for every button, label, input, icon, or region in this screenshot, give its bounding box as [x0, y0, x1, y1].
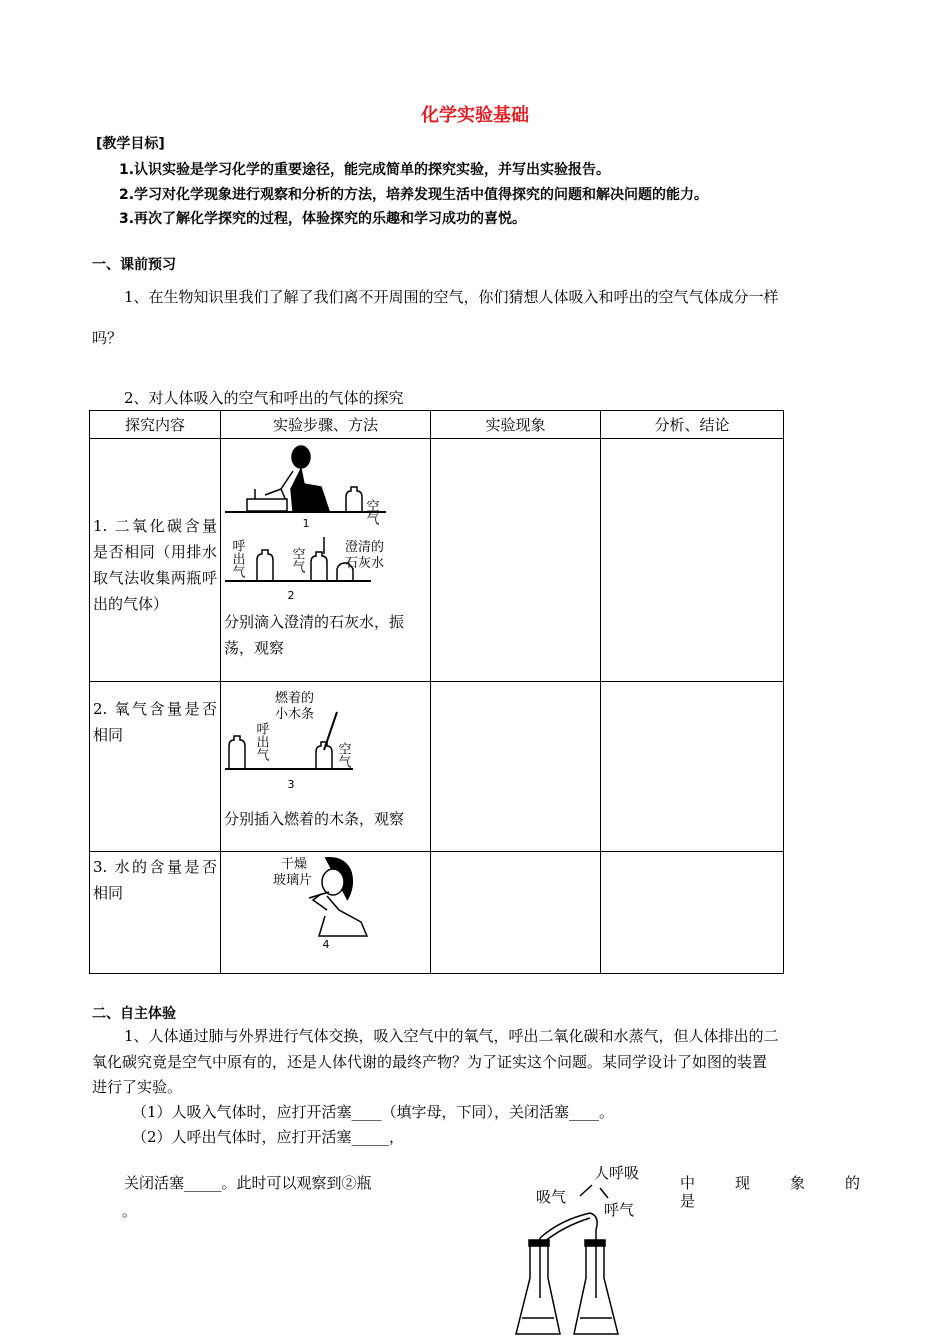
fig2-label-lime-2: 石灰水	[345, 556, 385, 571]
fig1-label: 空气	[363, 499, 379, 525]
apparatus-label-inhale: 吸气	[536, 1188, 567, 1206]
objective-item: 2.学习对化学现象进行观察和分析的方法，培养发现生活中值得探究的问题和解决问题的能力。	[119, 187, 709, 203]
breathing-apparatus-figure	[500, 1158, 670, 1344]
paragraph-line: 氧化碳究竟是空气中原有的，还是人体代谢的最终产物？为了证实这个问题。某同学设计了如图的装置	[92, 1053, 768, 1071]
fig3-label-stick-1: 燃着的	[275, 691, 315, 706]
co2-experiment-figure	[221, 439, 427, 609]
table-row	[90, 852, 784, 974]
objectives-heading: [教学目标]	[96, 136, 165, 152]
fig2-label-air: 空气	[289, 547, 305, 573]
apparatus-label-exhale: 呼气	[604, 1201, 635, 1219]
observation-cell[interactable]	[431, 852, 601, 974]
person-blowing-icon	[247, 446, 329, 511]
fig3-label-air: 空气	[335, 742, 351, 768]
row-content: 1. 二氧化碳含量是否相同（用排水取气法收集两瓶呼出的气体）	[93, 517, 217, 613]
row-method: 分别滴入澄清的石灰水，振荡，观察	[224, 613, 405, 657]
paragraph-line: 进行了实验。	[92, 1078, 183, 1096]
fill-question-3-right: 中 现 象 的 是	[680, 1174, 891, 1210]
fill-question-3: 关闭活塞_____。此时可以观察到②瓶	[124, 1174, 372, 1192]
fig3-label-breath: 呼出气	[253, 722, 269, 761]
table-header-cell: 实验现象	[431, 411, 601, 439]
fill-question-2: （2）人呼出气体时，应打开活塞_____，	[132, 1128, 405, 1146]
section1-heading: 一、课前预习	[92, 257, 176, 273]
section2-heading: 二、自主体验	[92, 1006, 176, 1022]
table-header-cell: 分析、结论	[601, 411, 784, 439]
objective-item: 3.再次了解化学探究的过程，体验探究的乐趣和学习成功的喜悦。	[119, 211, 527, 227]
apparatus-tubes-icon	[516, 1185, 618, 1334]
row-content: 2. 氧气含量是否相同	[93, 700, 217, 744]
observation-cell[interactable]	[431, 439, 601, 682]
question-1-line1: 1、在生物知识里我们了解了我们离不开周围的空气，你们猜想人体吸入和呼出的空气气体成分一样	[124, 288, 779, 306]
question-2: 2、对人体吸入的空气和呼出的气体的探究	[124, 389, 404, 407]
fig3-number: 3	[287, 778, 295, 791]
conclusion-cell[interactable]	[601, 682, 784, 852]
fig2-label-breath: 呼出气	[229, 539, 245, 578]
objective-item: 1.认识实验是学习化学的重要途径，能完成简单的探究实验，并写出实验报告。	[119, 162, 611, 178]
observation-cell[interactable]	[431, 682, 601, 852]
table-row	[90, 439, 784, 682]
row-content: 3. 水的含量是否相同	[93, 858, 217, 902]
table-header-cell: 探究内容	[90, 411, 221, 439]
fig1-number: 1	[302, 517, 310, 530]
fig2-label-lime: 澄清的	[345, 540, 385, 555]
row-method: 分别插入燃着的木条，观察	[224, 810, 405, 828]
apparatus-label-person: 人呼吸	[594, 1164, 640, 1182]
fig4-label-glass-1: 干燥	[281, 857, 308, 872]
conclusion-cell[interactable]	[601, 852, 784, 974]
table-header-row	[90, 411, 784, 439]
page-title: 化学实验基础	[421, 105, 529, 126]
fig4-number: 4	[322, 938, 330, 951]
question-1-line2: 吗？	[92, 329, 123, 347]
table-header-cell: 实验步骤、方法	[221, 411, 431, 439]
fig3-label-stick-2: 小木条	[275, 707, 315, 722]
fig4-label-glass-2: 玻璃片	[273, 873, 313, 888]
conclusion-cell[interactable]	[601, 439, 784, 682]
table-row	[90, 682, 784, 852]
oxygen-experiment-figure	[221, 682, 427, 794]
water-experiment-figure	[221, 852, 427, 952]
experiment-table	[89, 410, 784, 974]
girl-breathing-icon	[309, 858, 367, 936]
fill-question-1: （1）人吸入气体时，应打开活塞____（填字母，下同），关闭活塞____。	[132, 1103, 615, 1121]
paragraph-line: 1、人体通过肺与外界进行气体交换，吸入空气中的氧气，呼出二氧化碳和水蒸气，但人体排出的二	[124, 1027, 779, 1045]
fig2-number: 2	[287, 589, 295, 602]
fill-question-3-end: 。	[122, 1202, 138, 1220]
